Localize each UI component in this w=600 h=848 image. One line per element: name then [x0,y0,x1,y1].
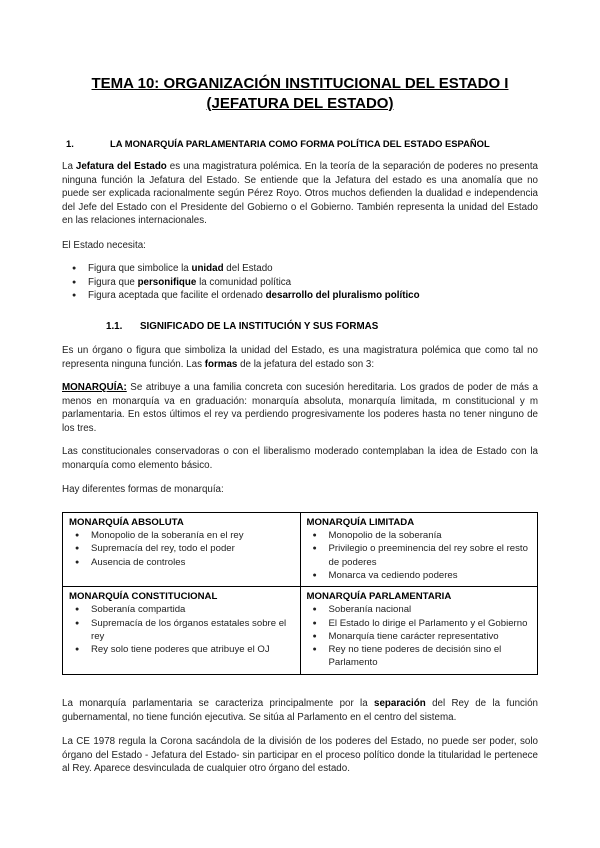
closing-paragraph-1 [62,697,538,724]
list-item: ● Monopolio de la soberanía en el rey [69,529,294,542]
bold-term: personifique [137,276,197,288]
bold-term: desarrollo del pluralismo político [265,290,420,302]
text-run: es una magistratura polémica. En la teoría de la separación de poderes no presenta ninguna función la Jefatura del Estado. Se entiende que la Jefatura del estado es una anomalía que no puede ser explicada racionalmente según Pérez Royo. Otros muchos defienden la dualidad e independencia del Jefe del Estado con el Presidente del Gobierno o el Gobierno. También representa la unidad del Estado en las relaciones internacionales. [62,161,539,227]
text-run: Figura que [88,276,138,288]
section-1-heading-text: LA MONARQUÍA PARLAMENTARIA COMO FORMA POLÍTICA DEL ESTADO ESPAÑOL [110,138,490,149]
table-cell-constitucional [63,587,301,674]
section-1-1-heading [106,320,538,334]
section-1-number: 1. [66,138,74,149]
section-1-1-paragraph-3 [62,445,538,472]
cell-title: MONARQUÍA ABSOLUTA [69,517,184,528]
list-item: ● Privilegio o preeminencia del rey sobre el resto de poderes [307,542,532,568]
list-item [62,289,538,303]
text-run: la comunidad política [196,276,292,288]
text-run: del Rey de la función gubernamental, no tiene función ejecutiva. Se sitúa al Parlamento en el centro del sistema. [62,698,538,723]
text-run: de la jefatura del estado son 3: [237,358,375,370]
list-item: ● Rey no tiene poderes de decisión sino el Parlamento [307,643,532,669]
table-cell-parlamentaria [300,587,538,674]
title-line-2: (JEFATURA DEL ESTADO) [206,94,394,112]
section-1-1-heading-text: SIGNIFICADO DE LA INSTITUCIÓN Y SUS FORMAS [140,321,379,332]
text-run: Figura aceptada que facilite el ordenado [88,290,266,302]
text-run: La [62,161,76,172]
section-1-paragraph-2 [62,239,538,253]
title-line-1: TEMA 10: ORGANIZACIÓN INSTITUCIONAL DEL ESTADO I [91,75,509,92]
text-run: Se atribuye a una familia concreta con sucesión hereditaria. Los grados de poder de más a menos en monarquía va en graduación: monarquía absoluta, monarquía limitada, m constitucional y m parlamentaria. En estos últimos el rey va perdiendo progresivamente los poderes hasta no tener ninguno de los tres. [62,382,538,434]
cell-title: MONARQUÍA CONSTITUCIONAL [69,591,218,603]
document-title [62,74,538,114]
bold-term-separacion: separación [374,698,426,709]
text-run: Hay diferentes formas de monarquía: [62,484,224,495]
list-item: ● Supremacía de los órganos estatales sobre el rey [69,617,294,643]
cell-title: MONARQUÍA PARLAMENTARIA [306,591,452,603]
table-cell-absoluta [63,513,301,587]
section-1-1-number: 1.1. [106,321,123,332]
list-item: ● Rey solo tiene poderes que atribuye el OJ [69,643,294,656]
cell-title: MONARQUÍA LIMITADA [306,517,415,528]
list-item: ● El Estado lo dirige el Parlamento y el Gobierno [307,617,532,630]
list-item [62,262,538,276]
section-1-paragraph-1 [62,160,538,228]
text-run: La monarquía parlamentaria se caracteriza principalmente por la [62,698,375,709]
table-row [63,513,538,587]
section-1-1-paragraph-1 [62,344,538,371]
table-cell-limitada [300,513,538,587]
list-item [62,276,538,290]
section-1-heading [62,138,538,151]
section-1-1-paragraph-monarquia [62,381,538,435]
state-needs-list [62,262,538,303]
list-item: ● Ausencia de controles [69,556,294,569]
list-item: ● Monarca va cediendo poderes [307,569,532,582]
bold-term: unidad [191,263,224,274]
list-item: ● Soberanía nacional [307,603,532,616]
state-needs-intro: El Estado necesita: [62,240,146,251]
closing-paragraph-2 [62,735,538,776]
section-1-1-paragraph-4 [62,483,538,497]
list-item: ● Soberanía compartida [69,603,294,616]
list-item: ● Monarquía tiene carácter representativo [307,630,532,643]
list-item: ● Monopolio de la soberanía [307,529,532,542]
monarchy-forms-table [62,512,538,675]
text-run: Figura que simbolice la [88,263,192,274]
bold-term-jefatura: Jefatura del Estado [75,161,167,172]
monarquia-label: MONARQUÍA: [62,382,127,393]
text-run: Es un órgano o figura que simboliza la unidad del Estado, es una magistratura polémica que como tal no representa ninguna función. Las [62,345,538,370]
table-row [63,587,538,674]
list-item: ● Supremacía del rey, todo el poder [69,542,294,555]
text-run: La CE 1978 regula la Corona sacándola de la división de los poderes del Estado, no puede ser poder, solo órgano del Estado - Jefatura del Estado- sin participar en el proceso político donde la titularidad le pertenece al Rey. Aparece desvinculada de cualquier otro órgano del estado. [62,736,538,775]
bold-term-formas: formas [204,358,238,370]
text-run: del Estado [223,263,273,274]
text-run: Las constitucionales conservadoras o con el liberalismo moderado contemplaban la idea de Estado con la monarquía como elemento básico. [62,446,538,471]
